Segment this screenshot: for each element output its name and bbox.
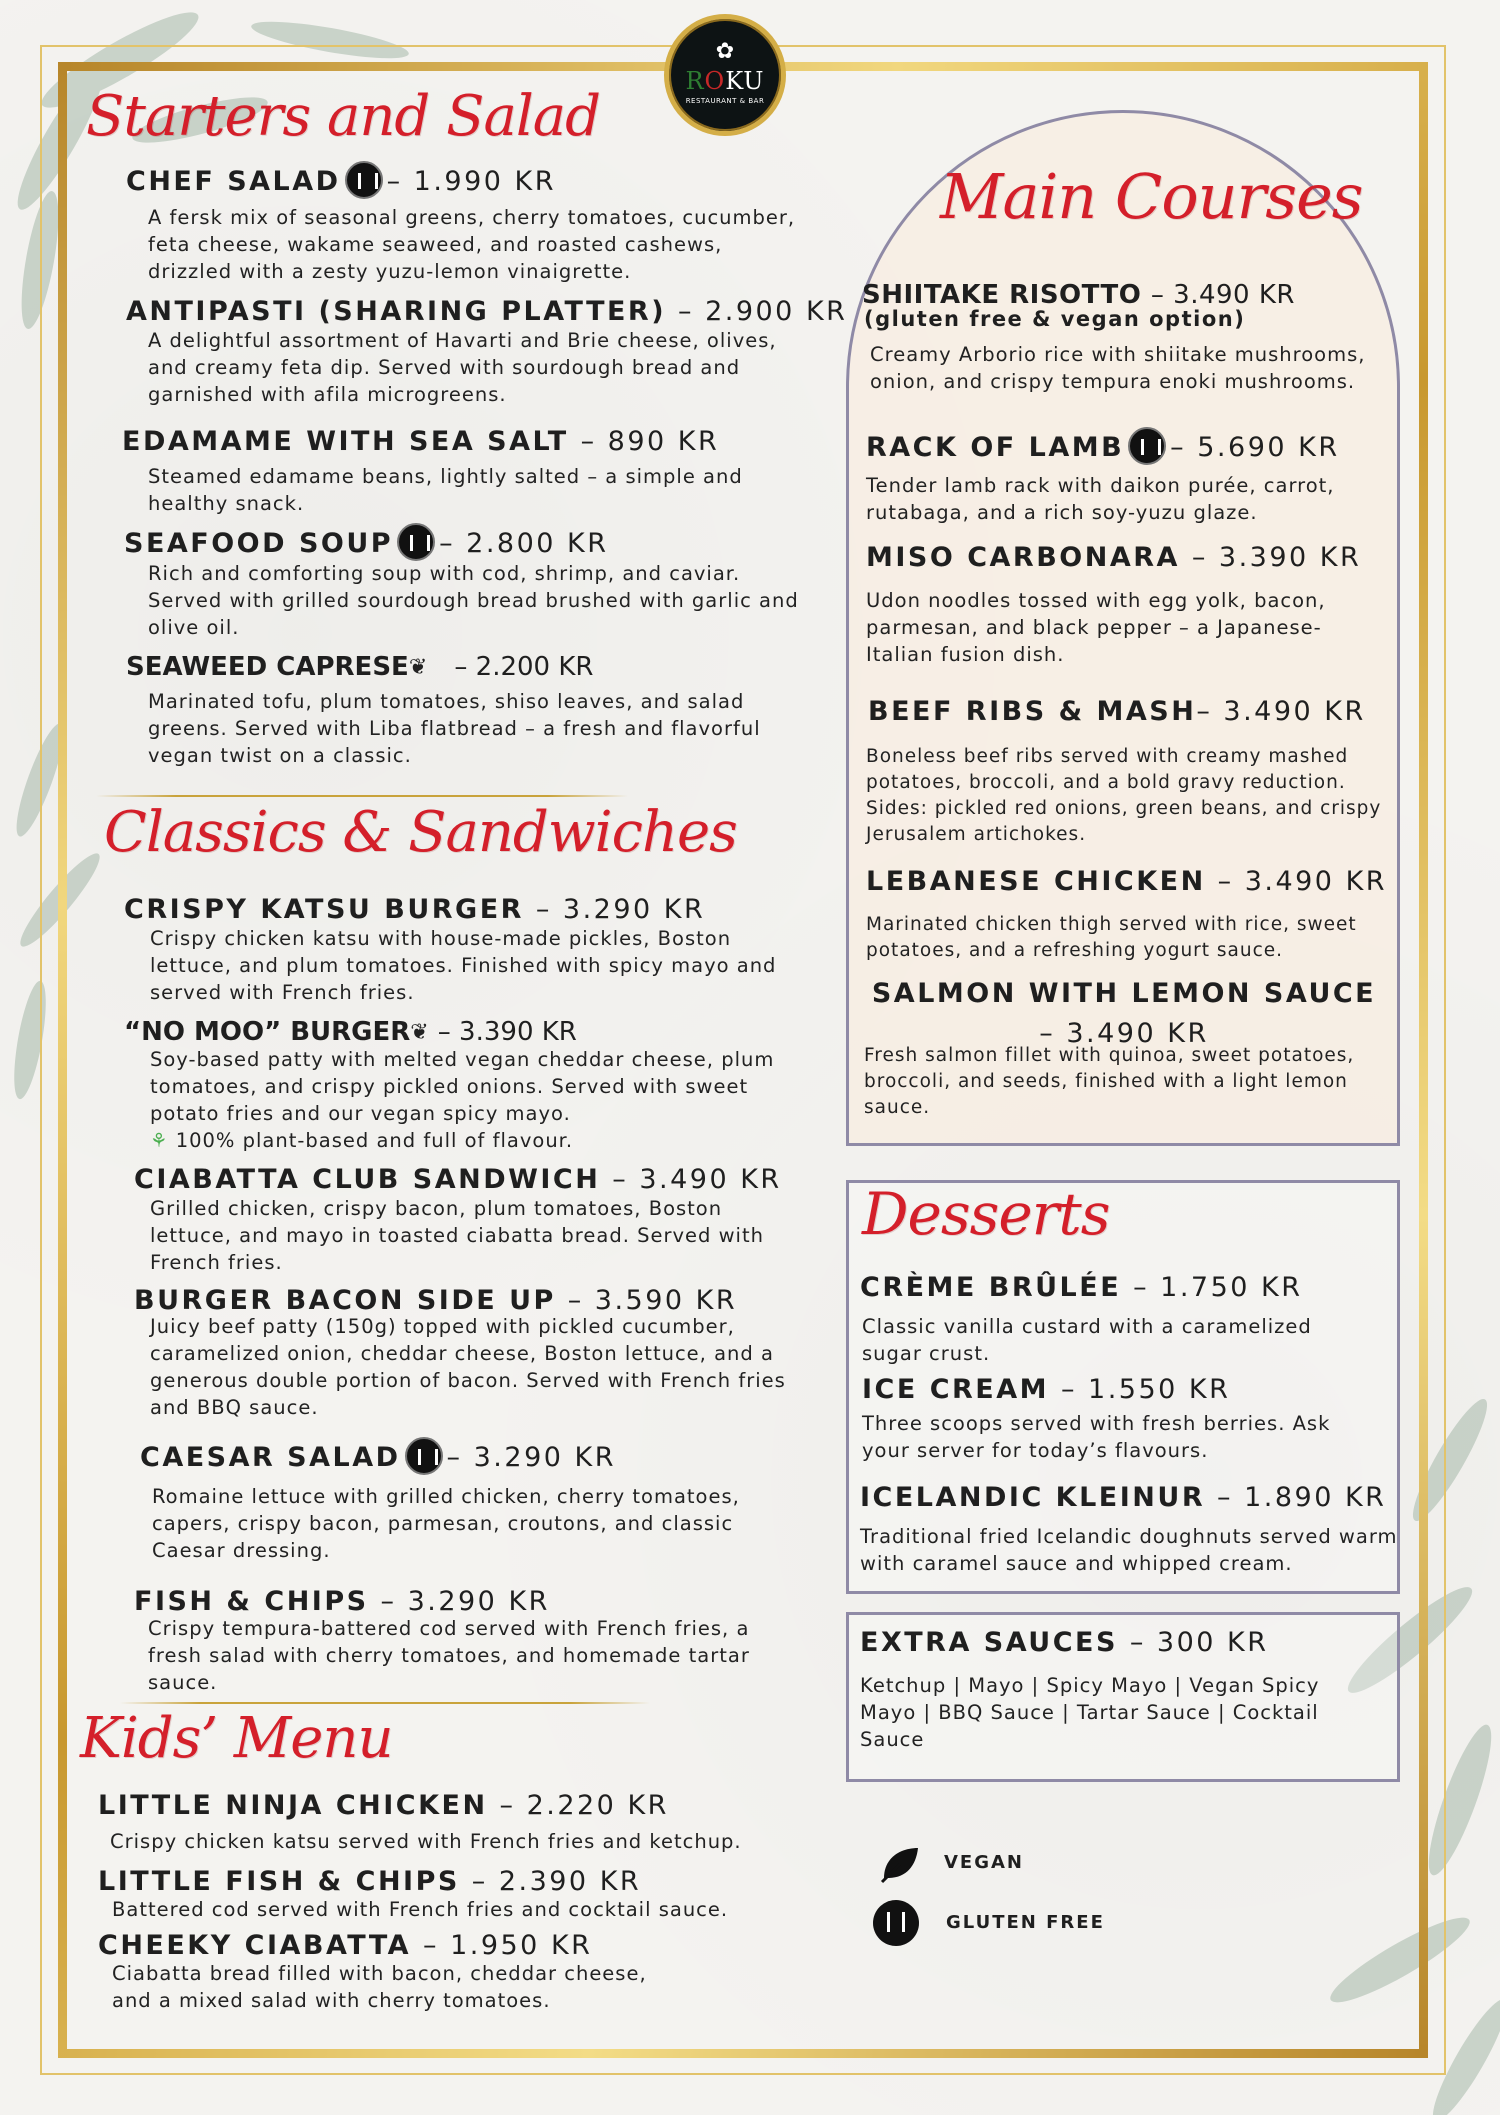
vegan-leaf-icon <box>876 1840 922 1886</box>
dish-description: Marinated tofu, plum tomatoes, shiso leaves, and salad greens. Served with Liba flatbread – a fresh and flavorful vegan twist on a classic. <box>148 690 761 767</box>
dish-option-note: (gluten free & vegan option) <box>864 307 1246 331</box>
dish-ice-cream: ICE CREAM – 1.550 KR <box>862 1374 1231 1405</box>
dish-chef-salad: CHEF SALAD – 1.990 KR <box>126 166 556 199</box>
gluten-free-icon <box>405 1437 443 1475</box>
dish-description: Classic vanilla custard with a caramelized sugar crust. <box>862 1315 1312 1365</box>
dish-description: A fersk mix of seasonal greens, cherry tomatoes, cucumber, feta cheese, wakame seaweed, and roasted cashews, drizzled with a zesty yuzu-lemon vinaigrette. <box>148 206 796 283</box>
extra-sauces-heading: EXTRA SAUCES – 300 KR <box>860 1627 1269 1658</box>
vegan-legend-icon <box>876 1840 922 1886</box>
section-heading-classics: Classics & Sandwiches <box>104 800 737 865</box>
dish-description: Crispy chicken katsu with house-made pickles, Boston lettuce, and plum tomatoes. Finished with spicy mayo and served with French fries. <box>150 927 777 1004</box>
dish-antipasti: ANTIPASTI (SHARING PLATTER) – 2.900 KR <box>126 296 848 327</box>
dish-cheeky-ciabatta: CHEEKY CIABATTA – 1.950 KR <box>98 1930 593 1961</box>
dish-description: Creamy Arborio rice with shiitake mushrooms, onion, and crispy tempura enoki mushrooms. <box>870 343 1366 393</box>
gluten-free-icon <box>1128 427 1166 465</box>
dish-edamame: EDAMAME WITH SEA SALT – 890 KR <box>122 426 720 457</box>
vegan-leaf-icon: ❦ <box>408 655 428 680</box>
dish-description: Crispy chicken katsu served with French fries and ketchup. <box>110 1830 742 1853</box>
flower-icon: ✿ <box>715 39 735 64</box>
dish-miso-carbonara: MISO CARBONARA – 3.390 KR <box>866 542 1362 573</box>
dish-little-fish-and-chips: LITTLE FISH & CHIPS – 2.390 KR <box>98 1866 642 1897</box>
section-divider <box>120 1702 650 1704</box>
section-heading-mains: Main Courses <box>940 160 1363 233</box>
gluten-free-legend-label: GLUTEN FREE <box>946 1912 1105 1933</box>
dish-description: Tender lamb rack with daikon purée, carrot, rutabaga, and a rich soy-yuzu glaze. <box>866 474 1335 524</box>
logo-tagline: RESTAURANT & BAR <box>685 97 765 105</box>
wheat-icon <box>887 1912 905 1932</box>
dish-description: A delightful assortment of Havarti and Brie cheese, olives, and creamy feta dip. Served with sourdough bread and garnished with afila microgreens. <box>148 329 777 406</box>
dish-description: Steamed edamame beans, lightly salted – a simple and healthy snack. <box>148 465 743 515</box>
plant-based-note: ⚘ 100% plant-based and full of flavour. <box>150 1129 574 1152</box>
gluten-free-icon <box>345 161 383 199</box>
dish-burger-bacon-side-up: BURGER BACON SIDE UP – 3.590 KR <box>134 1285 738 1316</box>
roku-logo <box>664 14 786 136</box>
section-heading-desserts: Desserts <box>862 1180 1110 1248</box>
gluten-free-icon <box>397 523 435 561</box>
section-heading-starters: Starters and Salad <box>86 84 600 149</box>
dish-description: Rich and comforting soup with cod, shrimp, and caviar. Served with grilled sourdough bread brushed with garlic and olive oil. <box>148 562 799 639</box>
dish-ciabatta-club-sandwich: CIABATTA CLUB SANDWICH – 3.490 KR <box>134 1164 782 1195</box>
dish-icelandic-kleinur: ICELANDIC KLEINUR – 1.890 KR <box>860 1482 1387 1513</box>
dish-description: Grilled chicken, crispy bacon, plum tomatoes, Boston lettuce, and mayo in toasted ciabatta bread. Served with French fries. <box>150 1197 764 1274</box>
dish-description: Boneless beef ribs served with creamy mashed potatoes, broccoli, and a bold gravy reduction. Sides: pickled red onions, green beans, and crispy Jerusalem artichokes. <box>866 746 1382 845</box>
dish-fish-and-chips: FISH & CHIPS – 3.290 KR <box>134 1586 550 1617</box>
dish-little-ninja-chicken: LITTLE NINJA CHICKEN – 2.220 KR <box>98 1790 669 1821</box>
dish-caesar-salad: CAESAR SALAD – 3.290 KR <box>140 1442 616 1475</box>
dish-description: Three scoops served with fresh berries. Ask your server for today’s flavours. <box>862 1412 1331 1462</box>
dish-shiitake-risotto: SHIITAKE RISOTTO – 3.490 KR <box>862 280 1295 310</box>
dish-crispy-katsu-burger: CRISPY KATSU BURGER – 3.290 KR <box>124 894 706 925</box>
dish-description: Traditional fried Icelandic doughnuts served warm with caramel sauce and whipped cream. <box>860 1525 1398 1575</box>
section-heading-kids: Kids’ Menu <box>80 1706 393 1771</box>
dish-description: Romaine lettuce with grilled chicken, cherry tomatoes, capers, crispy bacon, parmesan, croutons, and classic Caesar dressing. <box>152 1485 740 1562</box>
vegan-legend-label: VEGAN <box>944 1852 1024 1873</box>
dish-description: Juicy beef patty (150g) topped with pickled cucumber, caramelized onion, cheddar cheese, Boston lettuce, and a generous double portion of bacon. Served with French fries and BBQ sauce. <box>150 1315 786 1419</box>
dish-description: Marinated chicken thigh served with rice, sweet potatoes, and a refreshing yogurt sauce. <box>866 914 1357 961</box>
dish-beef-ribs-and-mash: BEEF RIBS & MASH– 3.490 KR <box>868 696 1366 727</box>
dish-seafood-soup: SEAFOOD SOUP – 2.800 KR <box>124 528 609 561</box>
extra-sauces-list: Ketchup | Mayo | Spicy Mayo | Vegan Spicy Mayo | BBQ Sauce | Tartar Sauce | Cocktail Sauce <box>860 1674 1320 1751</box>
dish-description: Crispy tempura-battered cod served with French fries, a fresh salad with cherry tomatoes, and homemade tartar sauce. <box>148 1617 750 1694</box>
gluten-free-legend-icon <box>873 1900 919 1946</box>
dish-description: Battered cod served with French fries and cocktail sauce. <box>112 1898 729 1921</box>
dish-description: Ciabatta bread filled with bacon, cheddar cheese, and a mixed salad with cherry tomatoes. <box>112 1962 647 2012</box>
dish-no-moo-burger: “NO MOO” BURGER❦ – 3.390 KR <box>124 1017 577 1047</box>
dish-description: Udon noodles tossed with egg yolk, bacon, parmesan, and black pepper – a Japanese-Italian fusion dish. <box>866 589 1326 666</box>
dish-rack-of-lamb: RACK OF LAMB – 5.690 KR <box>866 432 1340 465</box>
dish-lebanese-chicken: LEBANESE CHICKEN – 3.490 KR <box>866 866 1388 897</box>
section-divider <box>96 795 628 797</box>
logo-name: ROKU <box>685 67 765 95</box>
dish-salmon-with-lemon-sauce: SALMON WITH LEMON SAUCE – 3.490 KR <box>871 978 1377 1049</box>
dish-description: Soy-based patty with melted vegan cheddar cheese, plum tomatoes, and crispy pickled onions. Served with sweet potato fries and our vegan spicy mayo. <box>150 1048 775 1125</box>
dish-description: Fresh salmon fillet with quinoa, sweet potatoes, broccoli, and seeds, finished with a light lemon sauce. <box>864 1045 1355 1118</box>
vegan-leaf-icon: ❦ <box>410 1020 429 1045</box>
sprout-icon: ⚘ <box>150 1129 169 1152</box>
dish-seaweed-caprese: SEAWEED CAPRESE❦ – 2.200 KR <box>126 652 594 682</box>
dish-creme-brulee: CRÈME BRÛLÉE – 1.750 KR <box>860 1272 1303 1303</box>
